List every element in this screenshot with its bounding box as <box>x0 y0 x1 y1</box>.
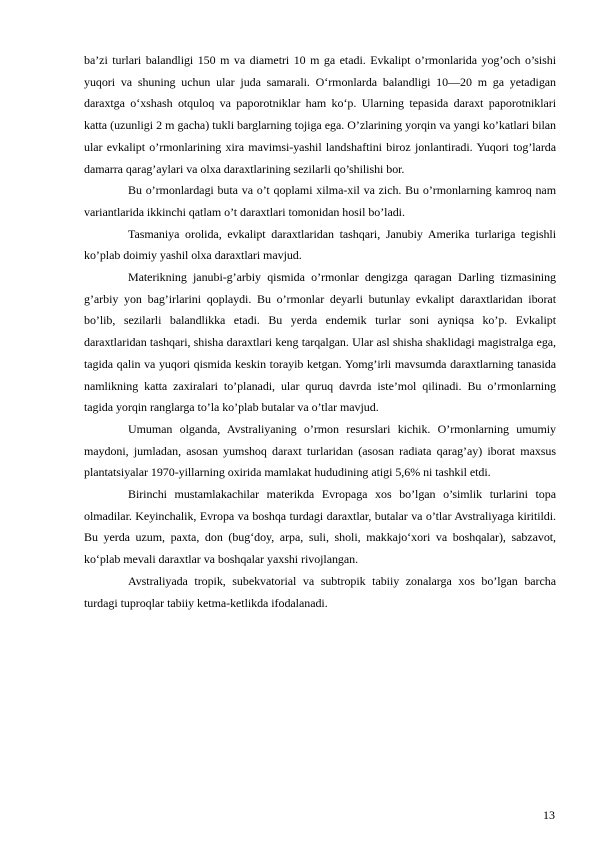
document-page <box>84 50 556 614</box>
paragraph-6: Birinchi mustamlakachilar materikda Evropaga xos bo’lgan o’simlik turlarini topa olmadilar. Keyinchalik, Evropa va boshqa turdagi daraxtlar, butalar va o’tlar Avstraliyaga kiritildi. Bu yerda uzum, paxta, don (bug‘doy, arpa, suli, sholi, makkajo‘xori va boshqalar), sabzavot, ko‘plab mevali daraxtlar va boshqalar yaxshi rivojlangan. <box>84 487 556 567</box>
paragraph-2: Bu o’rmonlardagi buta va o’t qoplami xilma-xil va zich. Bu o’rmonlarning kamroq nam variantlarida ikkinchi qatlam o’t daraxtlari tomonidan hosil bo’ladi. <box>84 183 556 219</box>
page-number: 13 <box>543 808 555 822</box>
paragraph-7: Avstraliyada tropik, subekvatorial va subtropik tabiiy zonalarga xos bo’lgan barcha turdagi tuproqlar tabiiy ketma-ketlikda ifodalanadi. <box>84 573 556 610</box>
paragraph-5: Umuman olganda, Avstraliyaning o’rmon resurslari kichik. O’rmonlarning umumiy maydoni, jumladan, asosan yumshoq daraxt turlaridan (asosan radiata qarag’ay) iborat maxsus plantatsiyalar 1970-yillarning oxirida mamlakat hududining atigi 5,6% ni tashkil etdi. <box>84 421 556 480</box>
paragraph-4: Materikning janubi-g’arbiy qismida o’rmonlar dengizga qaragan Darling tizmasining g’arbiy yon bag’irlarini qoplaydi. Bu o’rmonlar deyarli butunlay evkalipt daraxtlaridan iborat bo’lib, sezilarli balandlikka etadi. Bu yerda endemik turlar soni ayniqsa ko’p. Evkalipt daraxtlaridan tashqari, shisha daraxtlari keng tarqalgan. Ular asl shisha shaklidagi magistralga ega, tagida qalin va yuqori qismida keskin torayib ketgan. Yomg’irli mavsumda daraxtlarning tanasida namlikning katta zaxiralari to’planadi, ular quruq davrda iste’mol qilinadi. Bu o’rmonlarning tagida yorqin ranglarga to’la ko’plab butalar va o’tlar mavjud. <box>84 270 556 415</box>
paragraph-1: ba’zi turlari balandligi 150 m va diametri 10 m ga etadi. Evkalipt o’rmonlarida yog’och o’sishi yuqori va shuning uchun ular juda samarali. O‘rmonlarda balandligi 10—20 m ga yetadigan daraxtga o‘xshash otquloq va paporotniklar ham ko‘p. Ularning tepasida daraxt paporotniklari katta (uzunligi 2 m gacha) tukli barglarning tojiga ega. O’zlarining yorqin va yangi ko’katlari bilan ular evkalipt o’rmonlarining xira mavimsi-yashil landshaftini biroz jonlantiradi. Yuqori tog’larda damarra qarag’aylari va olxa daraxtlarining sezilarli qo’shilishi bor. <box>84 53 556 176</box>
paragraph-3: Tasmaniya orolida, evkalipt daraxtlaridan tashqari, Janubiy Amerika turlariga tegishli ko’plab doimiy yashil olxa daraxtlari mavjud. <box>84 226 556 263</box>
